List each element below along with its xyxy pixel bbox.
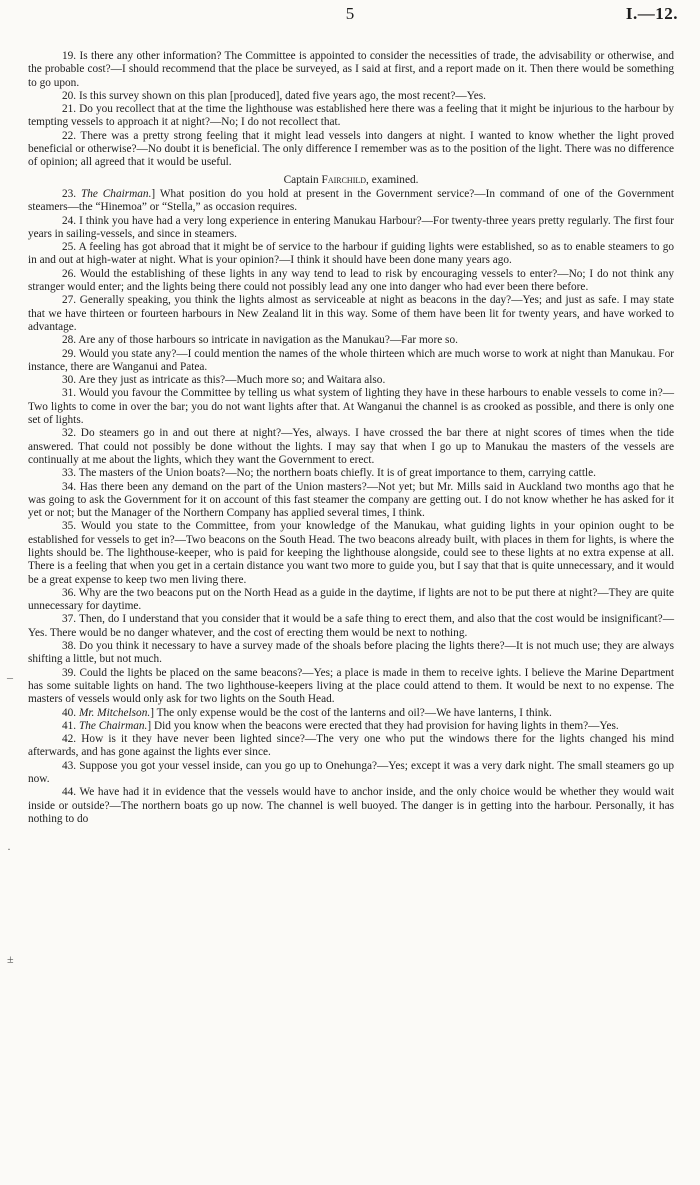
paragraph-32: 32. Do steamers go in and out there at night?—Yes, always. I have crossed the bar there at night scores of times when the tide answered. That could not possibly be done without the lights. I may say that when I go up to Manukau the masters of the vessels are continually at me about the lights, which they want the Government to erect. [28,427,675,466]
paragraph-30: 30. Are they just as intricate as this?—Much more so; and Waitara also. [62,374,386,387]
paragraph-27: 27. Generally speaking, you think the lights almost as serviceable at night as beacons in the day?—Yes; and just as safe. I may state that we have thirteen or fourteen harbours in New Zealand lit in this way. Some of them have been lit for twenty years, and have worked to advantage. [28,294,674,333]
witness-heading: Captain Fairchild, examined. [283,173,419,186]
paragraph-23: 23. The Chairman.] What position do you hold at present in the Government service?—In command of one of the Government steamers—the “Hinemoa” or “Stella,” as occasion requires. [28,187,674,214]
paragraph-39: 39. Could the lights be placed on the same beacons?—Yes; a place is made in them to receive ights. I believe the Marine Department has some suitable lights on hand. The two lighthouse-keepers living at the place could attend to them. It would be next to no expense. The masters of vessels would only ask for two lights on the South Head. [28,666,674,706]
paragraph-44: 44. We have had it in evidence that the vessels would have to anchor inside, and the only choice would be whether they would wait inside or outside?—The northern boats go up now. The channel is well buoyed. The danger is in getting into the harbour. Personally, it has nothing to do [28,786,674,825]
paragraph-19: 19. Is there any other information? The Committee is appointed to consider the necessities of trade, the advisability or otherwise, and the probable cost?—I should recommend that the place be surveyed, as I said at first, and a report made on it. Then there would be something to go upon. [28,50,674,89]
margin-mark: ± [7,952,14,966]
paragraph-34: 34. Has there been any demand on the part of the Union masters?—Not yet; but Mr. Mills said in Auckland two months ago that he was going to ask the Government for it on account of this fast steamer the company are getting out. I do not know whether he has asked for it yet or not; but the Manager of the Northern Company has applied several times, I think. [28,480,674,520]
speaker-label: The Chairman. [78,719,148,732]
paragraph-37: 37. Then, do I understand that you consider that it would be a safe thing to erect them, and also that the cost would be insignificant?—Yes. There would be no danger whatever, and the cost of erecting them would be next to nothing. [28,613,674,639]
paragraph-25: 25. A feeling has got abroad that it might be of service to the harbour if guiding lights were established, so as to enable steamers to go in and out at high-water at night. What is your opinion?—I think it should have been done many years ago. [28,241,674,267]
paragraph-36: 36. Why are the two beacons put on the North Head as a guide in the daytime, if lights are not to be put there at night?—They are quite unnecessary for daytime. [28,586,674,613]
margin-dash: – [7,670,13,684]
document-reference: I.—12. [625,4,678,23]
page-number: 5 [345,4,355,23]
paragraph-22: 22. There was a pretty strong feeling that it might lead vessels into dangers at night. I wanted to know whether the light proved beneficial or otherwise?—No doubt it is beneficial. The only difference I remember was as to the position of the light. There was no difference of opinion; all agreed that it would be useful. [28,129,675,169]
paragraph-40: 40. Mr. Mitchelson.] The only expense would be the cost of the lanterns and oil?—We have lanterns, I think. [62,706,552,719]
paragraph-21: 21. Do you recollect that at the time the lighthouse was established here there was a feeling that it might be injurious to the harbour by tempting vessels to approach it at night?—No; I do not recollect that. [28,103,674,129]
margin-dash: · [7,842,11,856]
paragraph-26: 26. Would the establishing of these lights in any way tend to lead to risk by encouraging vessels to enter?—No; I do not think any stranger would enter; and the lights being there could not possibly lead any one into danger who had ever been there before. [28,267,674,294]
document-body [28,50,674,826]
speaker-label: The Chairman. [80,187,152,200]
paragraph-33: 33. The masters of the Union boats?—No; the northern boats chiefly. It is of great importance to them, carrying cattle. [62,467,596,480]
paragraph-38: 38. Do you think it necessary to have a survey made of the shoals before placing the lights there?—It is not much use; they are always shifting a little, but not much. [28,640,675,666]
paragraph-20: 20. Is this survey shown on this plan [produced], dated five years ago, the most recent?—Yes. [62,89,486,102]
paragraph-42: 42. How is it they have never been lighted since?—The very one who put the windows there for the lights changed his mind afterwards, and has gone against the lights ever since. [28,733,675,759]
paragraph-35: 35. Would you state to the Committee, from your knowledge of the Manukau, what guiding lights in your opinion ought to be established for vessels to get in?—Two beacons on the South Head. The two beacons already built, with places in them for lights, is where the lights should be. The lighthouse-keeper, who is paid for keeping the lighthouse alongside, could see to these lights at no extra expense at all. There is a feeling that when you get in a certain distance you want two more to guide you, but I say that that is quite unnecessary, and it would be a great expense to keep two men living there. [28,520,674,586]
paragraph-29: 29. Would you state any?—I could mention the names of the whole thirteen which are much worse to work at night than Manukau. For instance, there are Wanganui and Patea. [28,347,674,373]
paragraph-41: 41. The Chairman.] Did you know when the beacons were erected that they had provision for having lights in them?—Yes. [62,719,619,732]
paragraph-24: 24. I think you have had a very long experience in entering Manukau Harbour?—For twenty-three years pretty regularly. The first four years in sailing-vessels, and since in steamers. [28,214,674,240]
paragraph-43: 43. Suppose you got your vessel inside, can you go up to Onehunga?—Yes; except it was a very dark night. The small steamers go up now. [28,759,674,786]
paragraph-28: 28. Are any of those harbours so intricate in navigation as the Manukau?—Far more so. [62,334,458,347]
paragraph-31: 31. Would you favour the Committee by telling us what system of lighting they have in these harbours to enable vessels to come in?—Two lights to come in over the bar; you do not want lights after that. At Wanganui the channel is as crooked as possible, and there is only one set of lights. [28,387,674,427]
speaker-label: Mr. Mitchelson. [78,706,151,719]
